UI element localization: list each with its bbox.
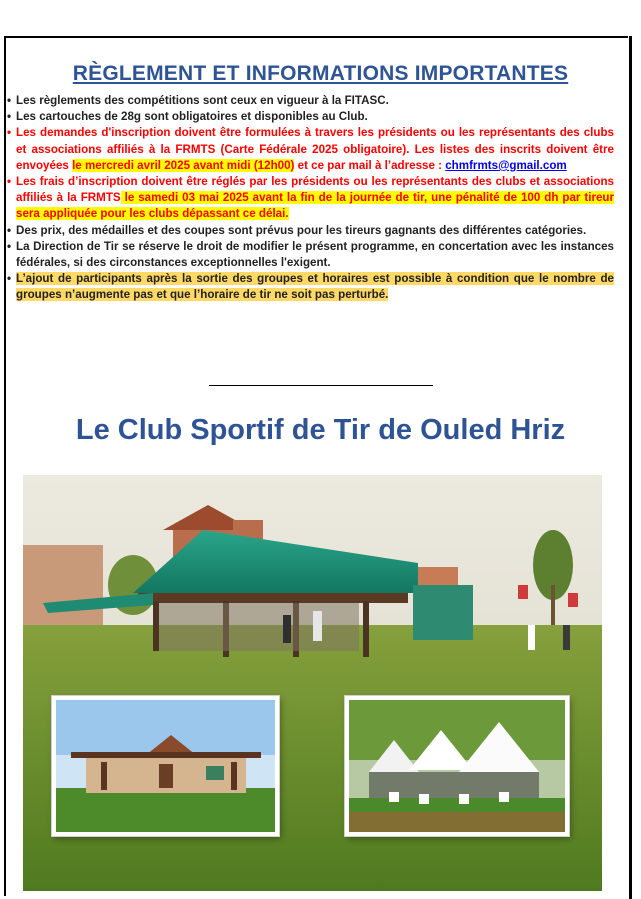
- rule-text: Les cartouches de 28g sont obligatoires et disponibles au Club.: [16, 110, 368, 124]
- rule-text: Les règlements des compétitions sont ceux en vigueur à la FITASC.: [16, 94, 389, 107]
- separator-line: [209, 385, 433, 386]
- rule-text: Les demandes d'inscription doivent être formulées à travers les présidents ou les représentants des clubs et associations affiliés à la FRMTS (Carte Fédérale 2025 obligatoire). Les listes des inscrits doivent être envoyées: [16, 126, 614, 172]
- rule-item-participants: [8, 271, 614, 303]
- rule-item-direction: [8, 239, 614, 271]
- rule-text: La Direction de Tir se réserve le droit de modifier le présent programme, en concertation avec les instances fédérales, si des circonstances exceptionnelles l'exigent.: [16, 239, 614, 270]
- rule-text: Les frais d’inscription doivent être réglés par les présidents ou les représentants des clubs et associations affiliés à la FRMTS: [16, 175, 614, 205]
- deadline-highlight: le mercredi avril 2025 avant midi (12h00): [72, 158, 295, 172]
- right-border-rule: [629, 36, 632, 899]
- inset-photo-building: [52, 696, 279, 836]
- rule-item-fitasc: [8, 93, 614, 109]
- rules-list: [8, 93, 614, 304]
- club-title: Le Club Sportif de Tir de Ouled Hriz: [75, 414, 566, 446]
- inset-photo-tents: [345, 696, 569, 836]
- rule-text: et ce par mail à l’adresse :: [294, 158, 446, 172]
- participants-highlight: L’ajout de participants après la sortie des groupes et horaires est possible à condition que le nombre de groupes n’augmente pas et que l’horaire de tir ne soit pas perturbé.: [16, 272, 614, 302]
- penalty-highlight: le samedi 03 mai 2025 avant la fin de la journée de tir, une pénalité de 100 dh par tireur sera appliquée pour les clubs dépassant ce délai.: [16, 191, 615, 221]
- email-link[interactable]: chmfrmts@gmail.com: [445, 158, 567, 172]
- rule-item-prizes: [8, 223, 614, 239]
- rule-item-fees: [8, 174, 614, 223]
- rule-item-registration: [8, 125, 614, 174]
- rule-text: Des prix, des médailles et des coupes sont prévus pour les tireurs gagnants des différentes catégories.: [16, 223, 587, 237]
- rules-heading: RÈGLEMENT ET INFORMATIONS IMPORTANTES: [72, 62, 569, 85]
- rule-item-cartridges: [8, 109, 614, 125]
